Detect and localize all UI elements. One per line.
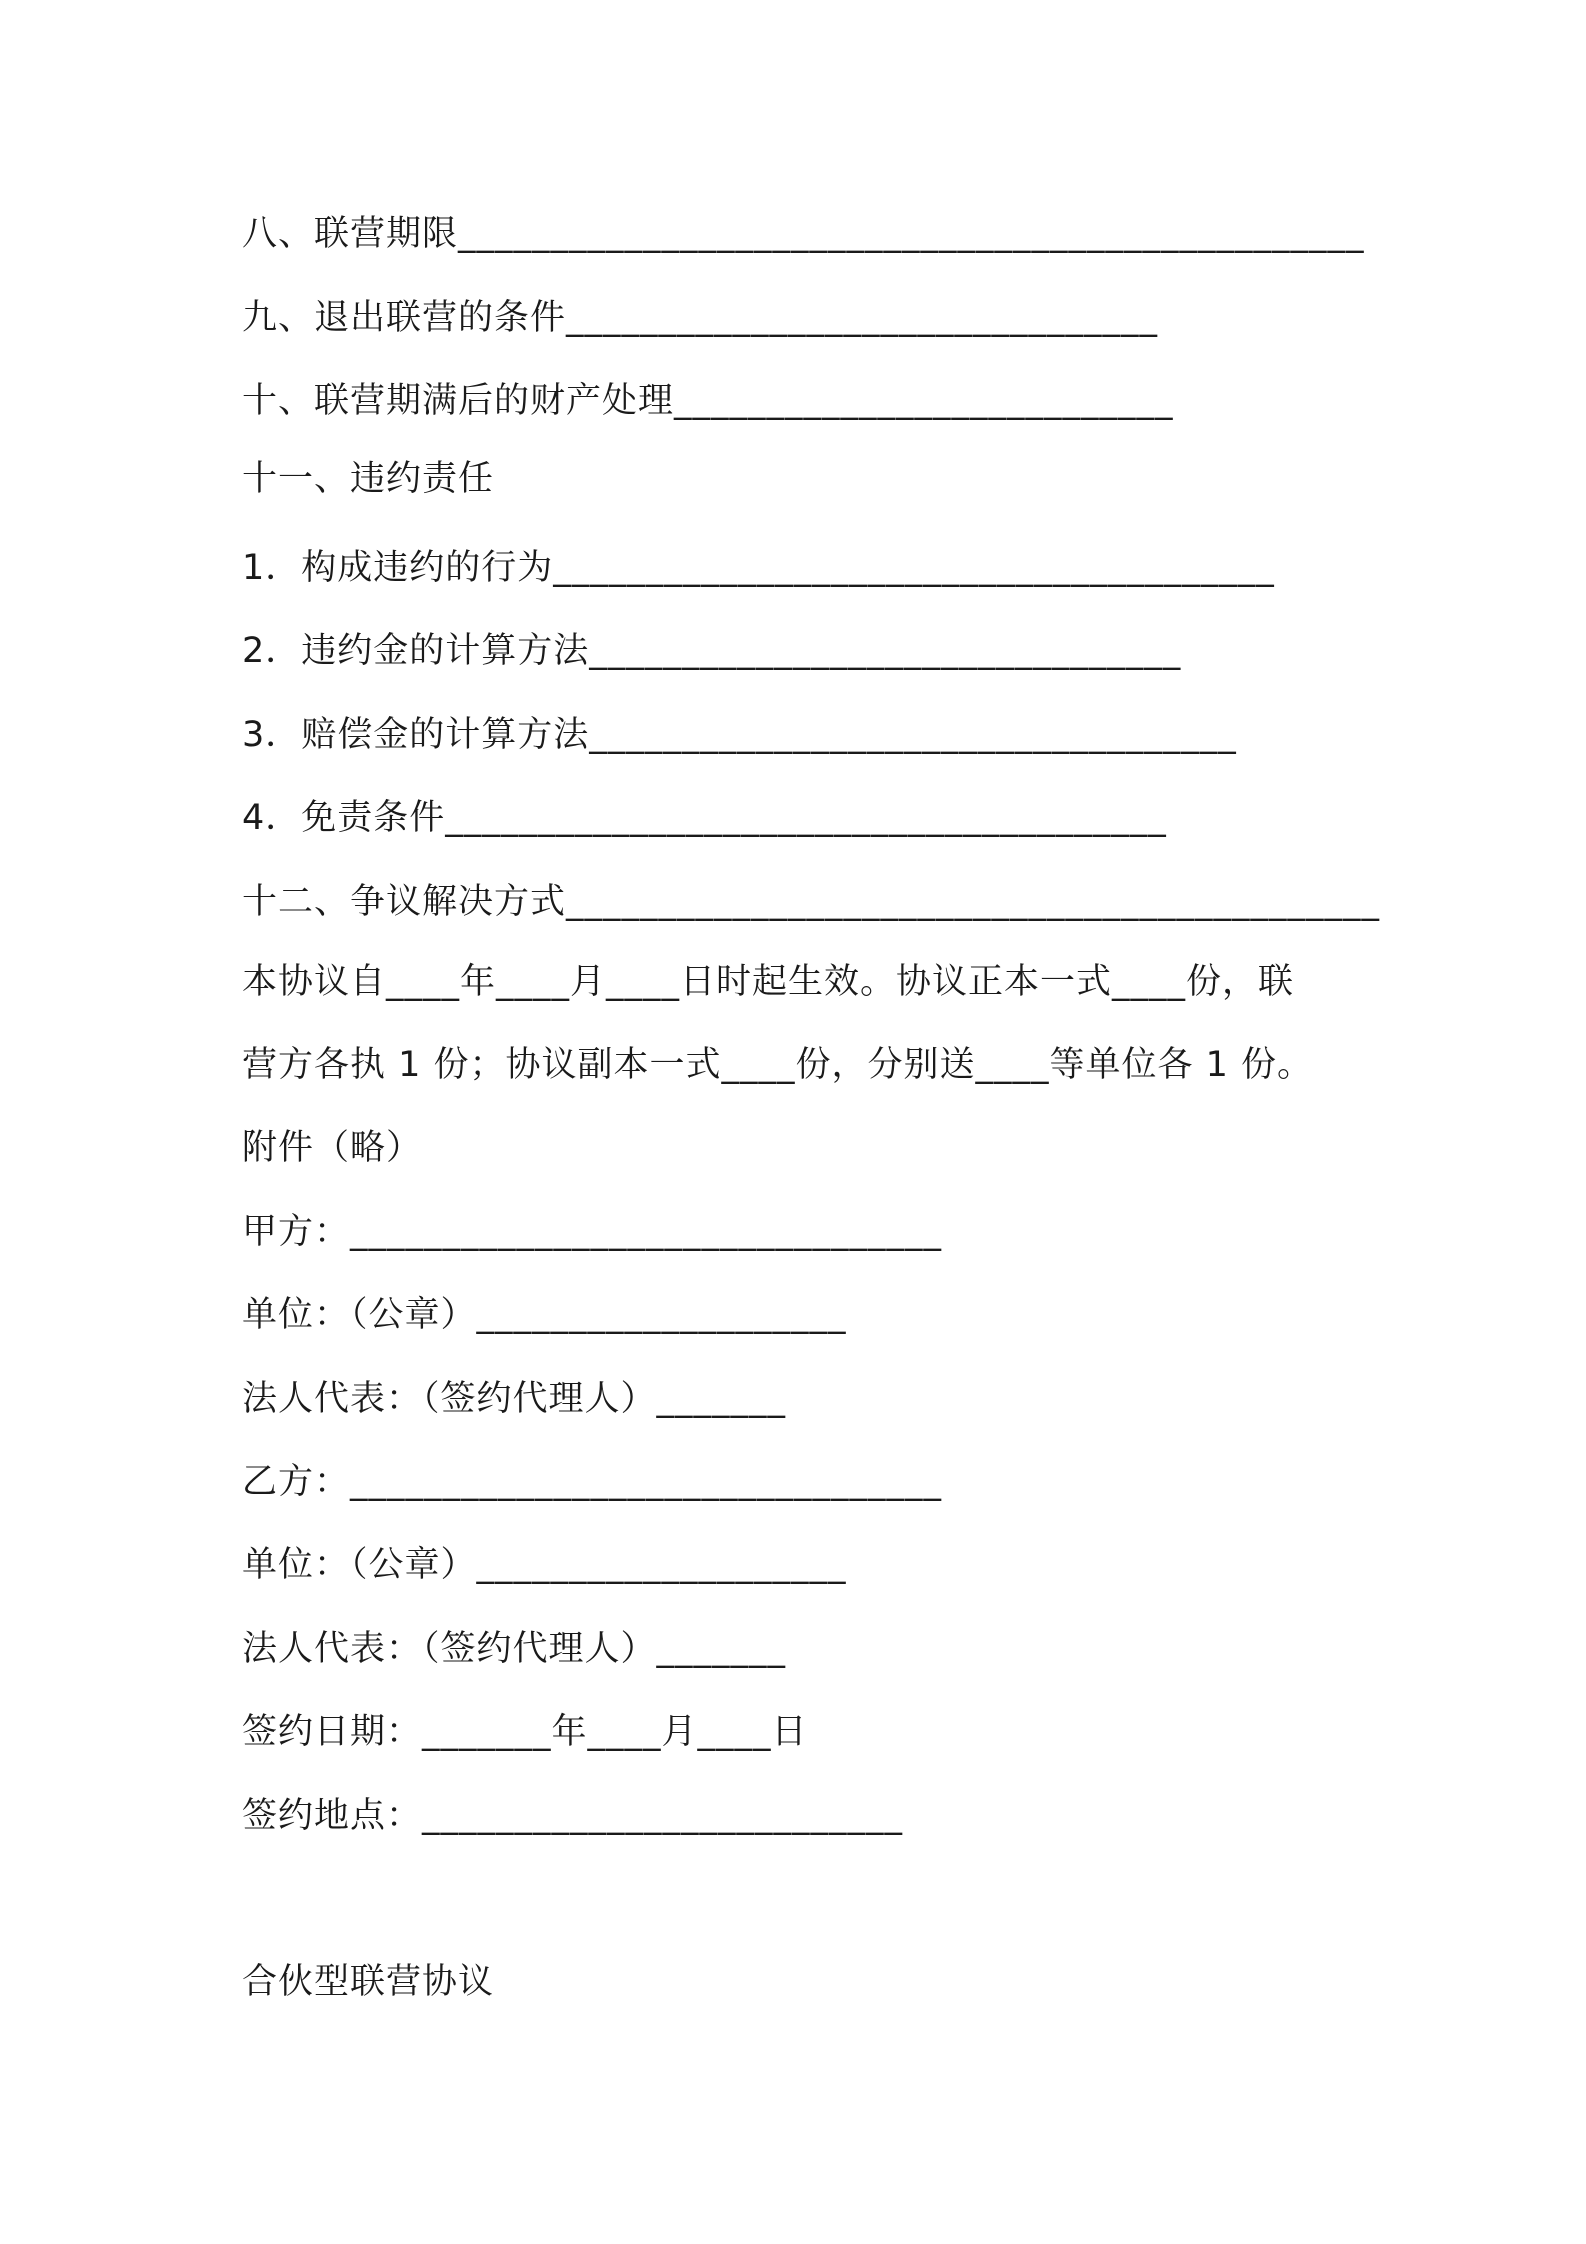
effective-paragraph-line-1: 本协议自____年____月____日时起生效。协议正本一式____份，联 (242, 962, 1295, 1002)
signing-place: 签约地点：__________________________ (242, 1796, 904, 1836)
party-b-unit-seal: 单位：（公章）____________________ (242, 1545, 847, 1585)
clause-11-item-4: 4．免责条件_______________________________________ (242, 798, 1167, 838)
effective-paragraph-line-2: 营方各执 1 份；协议副本一式____份，分别送____等单位各 1 份。 (242, 1045, 1314, 1085)
clause-8-term: 八、联营期限_________________________________________________ (242, 214, 1365, 254)
signing-date: 签约日期：_______年____月____日 (242, 1712, 808, 1752)
party-a-unit-seal: 单位：（公章）____________________ (242, 1295, 847, 1335)
party-a: 甲方：________________________________ (242, 1212, 943, 1252)
clause-12-dispute-resolution: 十二、争议解决方式____________________________________________ (242, 882, 1381, 922)
clause-11-heading: 十一、违约责任 (242, 459, 495, 499)
clause-11-item-1: 1．构成违约的行为_______________________________________ (242, 548, 1275, 588)
party-b-legal-representative: 法人代表：（签约代理人）_______ (242, 1629, 787, 1669)
party-a-legal-representative: 法人代表：（签约代理人）_______ (242, 1379, 787, 1419)
clause-9-exit-conditions: 九、退出联营的条件________________________________ (242, 298, 1159, 338)
next-document-title: 合伙型联营协议 (242, 1962, 495, 2002)
attachment-note: 附件（略） (242, 1128, 423, 1168)
clause-11-item-3: 3．赔偿金的计算方法___________________________________ (242, 715, 1237, 755)
clause-11-item-2: 2．违约金的计算方法________________________________ (242, 631, 1182, 671)
clause-10-property-handling: 十、联营期满后的财产处理___________________________ (242, 381, 1174, 421)
party-b: 乙方：________________________________ (242, 1462, 943, 1502)
